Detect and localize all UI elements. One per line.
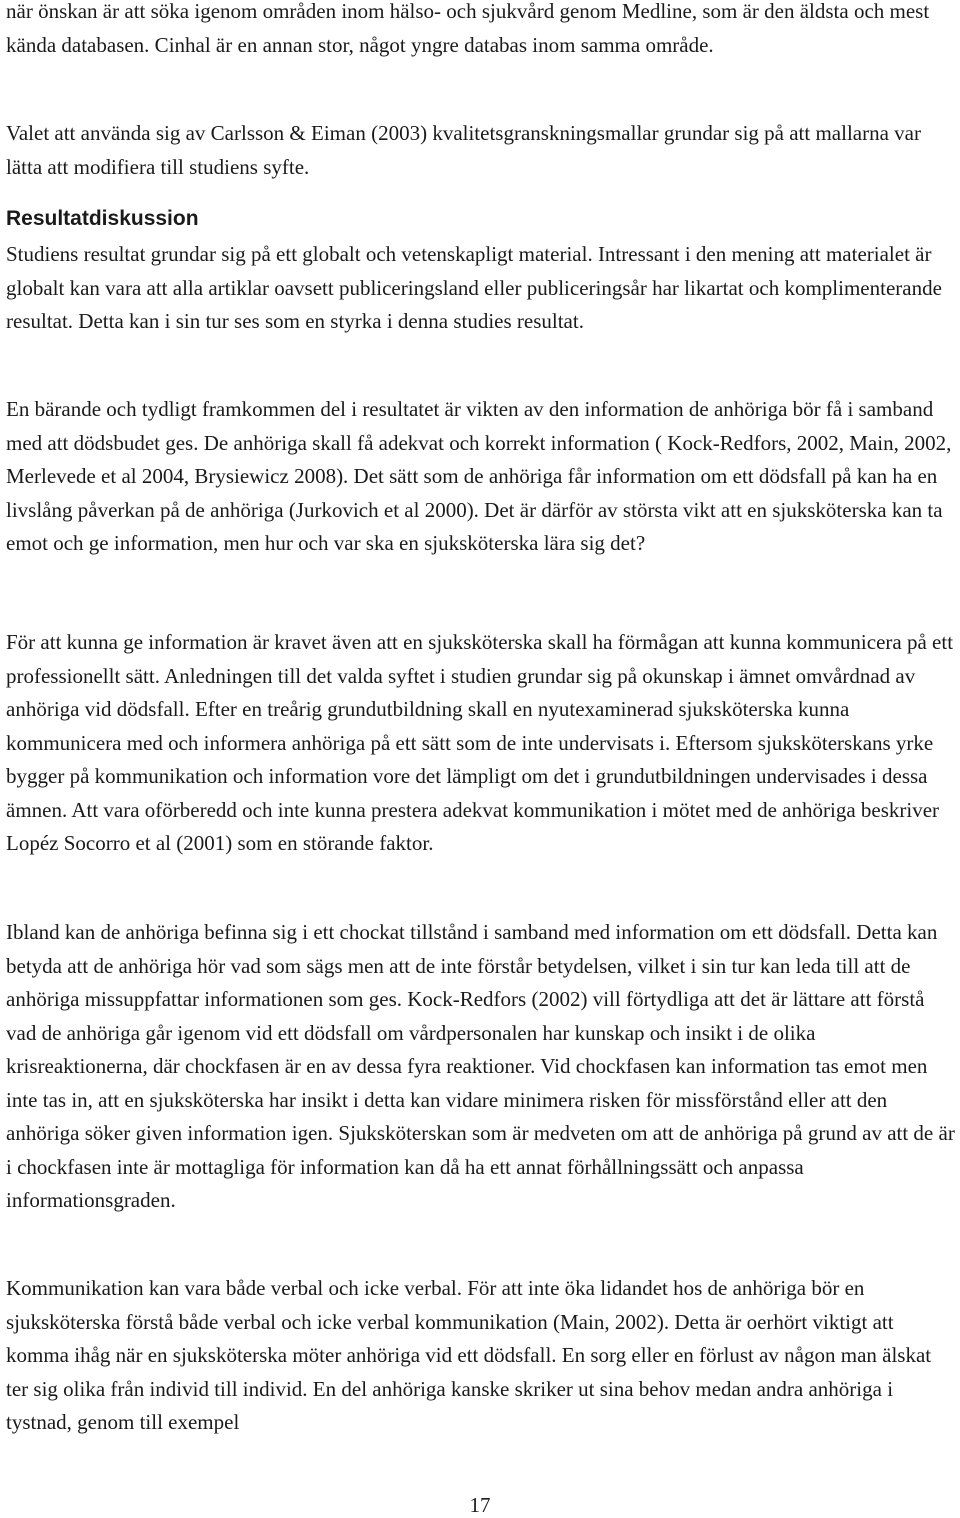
paragraph-shock-state: Ibland kan de anhöriga befinna sig i ett chockat tillstånd i samband med information om ett dödsfall. Detta kan betyda att de anhöriga hör vad som sägs men att de inte förstår betydelsen, vilket i sin tur kan leda till att de anhöriga missuppfattar informationen som ges. Kock-Redfors (2002) vill förtydliga att det är lättare att förstå vad de anhöriga går igenom vid ett dödsfall om vårdpersonalen har kunskap och insikt i de olika krisreaktionerna, där chockfasen är en av dessa fyra reaktioner. Vid chockfasen kan information tas emot men inte tas in, att en sjuksköterska har insikt i detta kan vidare minimera risken för missförstånd eller att den anhöriga söker given information igen. Sjuksköterskan som är medveten om att de anhöriga på grund av att de är i chockfasen inte är mottagliga för information kan då ha ett annat förhållningssätt och anpassa informationsgraden.: [6, 920, 955, 1212]
section-heading: Resultatdiskussion: [6, 207, 199, 230]
paragraph-verbal-nonverbal: Kommunikation kan vara både verbal och icke verbal. För att inte öka lidandet hos de anhöriga bör en sjuksköterska förstå både verbal och icke verbal kommunikation (Main, 2002). Detta är oerhört viktigt att komma ihåg när en sjuksköterska möter anhöriga vid ett dödsfall. En sorg eller en förlust av någon man älskat ter sig olika från individ till individ. En del anhöriga kanske skriker ut sina behov medan andra anhöriga i tystnad, genom till exempel: [6, 1276, 932, 1434]
paragraph-quality-templates: Valet att använda sig av Carlsson & Eiman (2003) kvalitetsgranskningsmallar grundar sig på att mallarna var lätta att modifiera till studiens syfte.: [6, 121, 921, 179]
paragraph-results-basis: Studiens resultat grundar sig på ett globalt och vetenskapligt material. Intressant i den mening att materialet är globalt kan vara att alla artiklar oavsett publiceringsland eller publiceringsår har likartat och komplimenterande resultat. Detta kan i sin tur ses som en styrka i denna studies resultat.: [6, 242, 942, 333]
paragraph-information-importance: En bärande och tydligt framkommen del i resultatet är vikten av den information de anhöriga bör få i samband med att dödsbudet ges. De anhöriga skall få adekvat och korrekt information ( Kock-Redfors, 2002, Main, 2002, Merlevede et al 2004, Brysiewicz 2008). Det sätt som de anhöriga får information om ett dödsfall på kan ha en livslång påverkan på de anhöriga (Jurkovich et al 2000). Det är därför av största vikt att en sjuksköterska kan ta emot och ge information, men hur och var ska en sjuksköterska lära sig det?: [6, 397, 952, 555]
paragraph-intro-databases: när önskan är att söka igenom områden inom hälso- och sjukvård genom Medline, som är den äldsta och mest kända databasen. Cinhal är en annan stor, något yngre databas inom samma område.: [6, 0, 930, 57]
paragraph-communication-requirement: För att kunna ge information är kravet även att en sjuksköterska skall ha förmågan att kunna kommunicera på ett professionellt sätt. Anledningen till det valda syftet i studien grundar sig på okunskap i ämnet omvårdnad av anhöriga vid dödsfall. Efter en treårig grundutbildning skall en nyutexaminerad sjuksköterska kunna kommunicera med och informera anhöriga på ett sätt som de inte undervisats i. Eftersom sjuksköterskans yrke bygger på kommunikation och information vore det lämpligt om det i grundutbildningen undervisades i dessa ämnen. Att vara oförberedd och inte kunna prestera adekvat kommunikation i mötet med de anhöriga beskriver Lopéz Socorro et al (2001) som en störande faktor.: [6, 630, 954, 855]
page-number: 17: [469, 1493, 491, 1517]
